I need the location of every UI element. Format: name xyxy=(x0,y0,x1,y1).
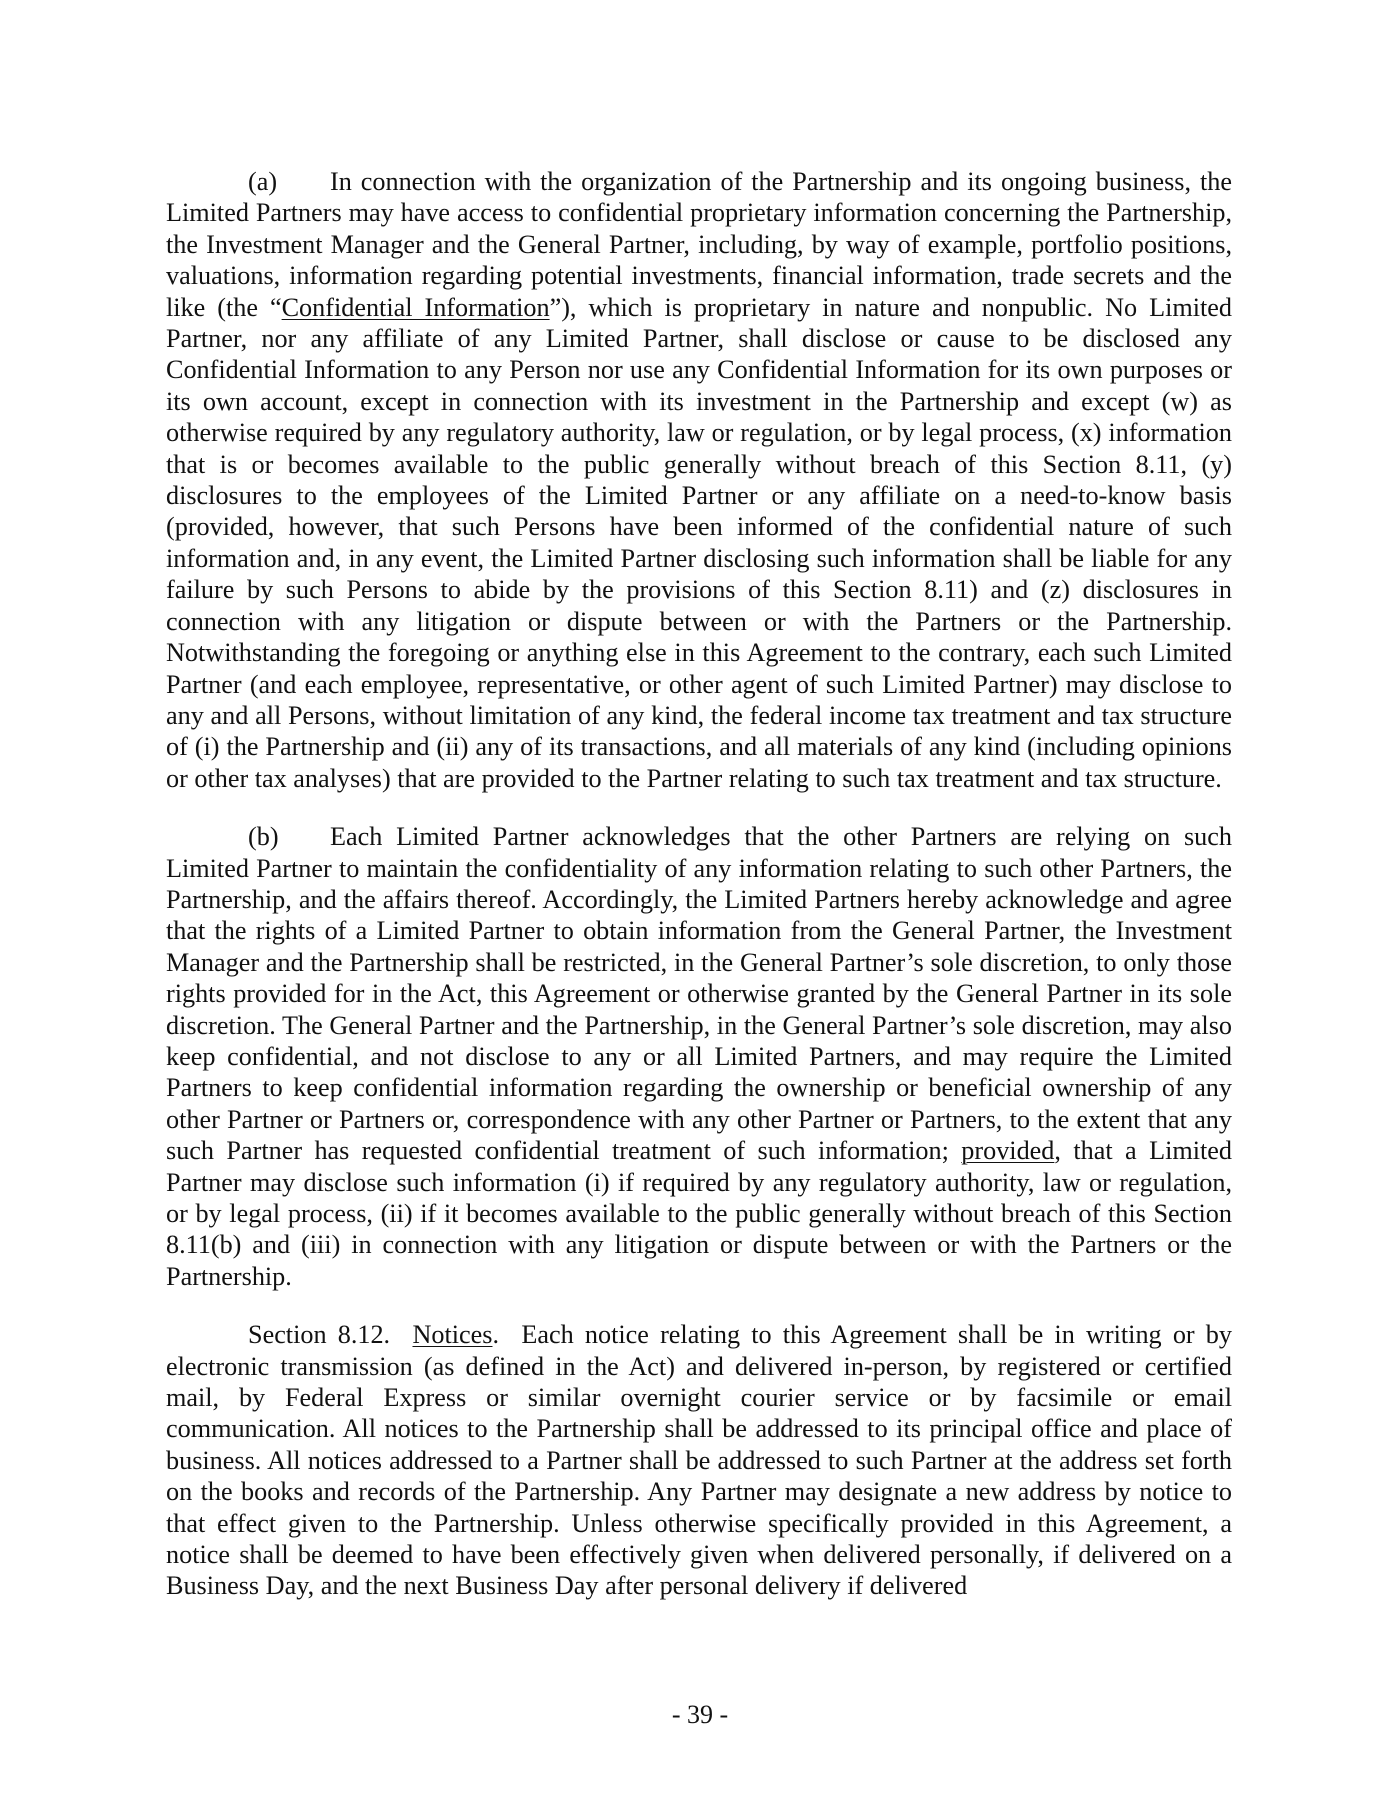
section-8-12-heading-period: . xyxy=(492,1320,500,1350)
paragraph-b-text-end: , that a Limited Partner may disclose such information (i) if required by any regulatory authority, law or regulation, or by legal process, (ii) if it becomes available to the public generally without breach of this Section 8.11(b) and (iii) in connection with any litigation or dispute between or with the Partners or the Partnership. xyxy=(166,1136,1232,1291)
paragraph-b xyxy=(166,821,1232,1292)
paragraph-a-label: (a) xyxy=(248,167,278,196)
paragraph-a-text-end: ”), which is proprietary in nature and nonpublic. No Limited Partner, nor any affiliate of any Limited Partner, shall disclose or cause to be disclosed any Confidential Information to any Person nor use any Confidential Information for its own purposes or its own account, except in connection with its investment in the Partnership and except (w) as otherwise required by any regulatory authority, law or regulation, or by legal process, (x) information that is or becomes available to the public generally without breach of this Section 8.11, (y) disclosures to the employees of the Limited Partner or any affiliate on a need-to-know basis (provided, however, that such Persons have been informed of the confidential nature of such information and, in any event, the Limited Partner disclosing such information shall be liable for any failure by such Persons to abide by the provisions of this Section 8.11) and (z) disclosures in connection with any litigation or dispute between or with the Partners or the Partnership. Notwithstanding the foregoing or anything else in this Agreement to the contrary, each such Limited Partner (and each employee, representative, or other agent of such Limited Partner) may disclose to any and all Persons, without limitation of any kind, the federal income tax treatment and tax structure of (i) the Partnership and (ii) any of its transactions, and all materials of any kind (including opinions or other tax analyses) that are provided to the Partner relating to such tax treatment and tax structure. xyxy=(166,292,1232,793)
paragraph-b-text-start: Each Limited Partner acknowledges that the other Partners are relying on such Limited Partner to maintain the confidentiality of any information relating to such other Partners, the Partnership, and the affairs thereof. Accordingly, the Limited Partners hereby acknowledge and agree that the rights of a Limited Partner to obtain information from the General Partner, the Investment Manager and the Partnership shall be restricted, in the General Partner’s sole discretion, to only those rights provided for in the Act, this Agreement or otherwise granted by the General Partner in its sole discretion. The General Partner and the Partnership, in the General Partner’s sole discretion, may also keep confidential, and not disclose to any or all Limited Partners, and may require the Limited Partners to keep confidential information regarding the ownership or beneficial ownership of any other Partner or Partners or, correspondence with any other Partner or Partners, to the extent that any such Partner has requested confidential treatment of such information; xyxy=(166,822,1232,1166)
paragraph-b-label: (b) xyxy=(248,822,279,852)
document-body xyxy=(166,166,1232,1602)
paragraph-a xyxy=(166,166,1232,794)
section-8-12-number: Section 8.12. xyxy=(248,1320,391,1350)
section-8-12-text: Each notice relating to this Agreement shall be in writing or by electronic transmission (as defined in the Act) and delivered in-person, by registered or certified mail, by Federal Express or similar overnight courier service or by facsimile or email communication. All notices to the Partnership shall be addressed to its principal office and place of business. All notices addressed to a Partner shall be addressed to such Partner at the address set forth on the books and records of the Partnership. Any Partner may designate a new address by notice to that effect given to the Partnership. Unless otherwise specifically provided in this Agreement, a notice shall be deemed to have been effectively given when delivered personally, if delivered on a Business Day, and the next Business Day after personal delivery if delivered xyxy=(166,1320,1232,1601)
defined-term-confidential-information: Confidential Information xyxy=(281,292,550,322)
paragraph-a-text-start: In connection with the organization of the Partnership and its ongoing business, the Limited Partners may have access to confidential proprietary information concerning the Partnership, the Investment Manager and the General Partner, including, by way of example, portfolio positions, valuations, information regarding potential investments, financial information, trade secrets and the like (the “ xyxy=(166,167,1232,322)
section-8-12 xyxy=(166,1319,1232,1602)
provided-term: provided xyxy=(961,1136,1055,1166)
section-8-12-heading: Notices xyxy=(412,1320,493,1350)
page-number: - 39 - xyxy=(671,1700,729,1729)
